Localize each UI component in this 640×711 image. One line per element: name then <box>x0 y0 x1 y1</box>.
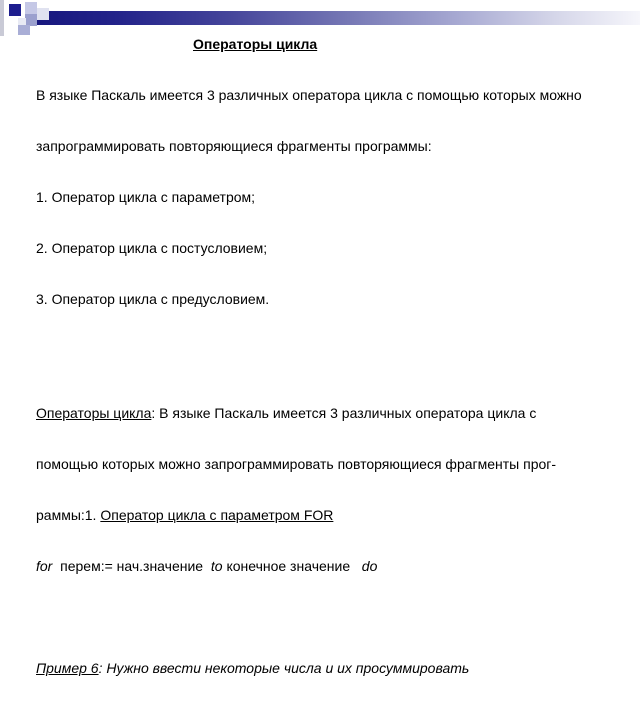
summary-paragraph <box>36 371 556 711</box>
summary-line-3-prefix: раммы:1. <box>36 507 101 523</box>
list-item-2: 2. Оператор цикла с постусловием; <box>36 240 268 256</box>
example-line <box>36 660 556 677</box>
decoration-square-pale-small <box>18 18 26 25</box>
summary-line-3 <box>36 507 556 524</box>
summary-line-1-rest: : В языке Паскаль имеется 3 различных оператора цикла с <box>151 405 537 421</box>
keyword-to: to <box>210 558 223 574</box>
keyword-do: do <box>361 558 378 574</box>
decoration-square-medium-small <box>18 25 30 35</box>
summary-line-2: помощью которых можно запрограммировать повторяющиеся фрагменты прог- <box>36 456 557 472</box>
intro-line-1: В языке Паскаль имеется 3 различных оператора цикла с помощью которых можно <box>36 87 582 103</box>
corner-decoration-strip <box>0 0 4 36</box>
list-item-3: 3. Оператор цикла с предусловием. <box>36 291 270 307</box>
list-item-1: 1. Оператор цикла с параметром; <box>36 189 256 205</box>
decoration-square-navy <box>9 4 21 16</box>
decoration-square-light <box>25 2 37 14</box>
top-gradient-bar <box>33 11 640 25</box>
summary-line-4 <box>36 558 556 575</box>
example-text: : Нужно ввести некоторые числа и их просуммировать <box>98 660 470 676</box>
decoration-square-pale <box>37 8 49 20</box>
intro-line-2: запрограммировать повторяющиеся фрагменты программы: <box>36 138 432 154</box>
summary-line-4-mid1: перем:= нач.значение <box>52 558 211 574</box>
summary-line-1-underlined: Операторы цикла <box>36 405 152 421</box>
summary-line-1 <box>36 405 556 422</box>
summary-line-3-underlined: Оператор цикла с параметром FOR <box>100 507 334 523</box>
blank-line <box>36 609 556 626</box>
slide-title: Операторы цикла <box>193 36 318 52</box>
intro-paragraph <box>36 53 582 342</box>
keyword-for: for <box>36 558 53 574</box>
summary-line-4-mid2: конечное значение <box>222 558 362 574</box>
example-label: Пример 6 <box>36 660 99 676</box>
